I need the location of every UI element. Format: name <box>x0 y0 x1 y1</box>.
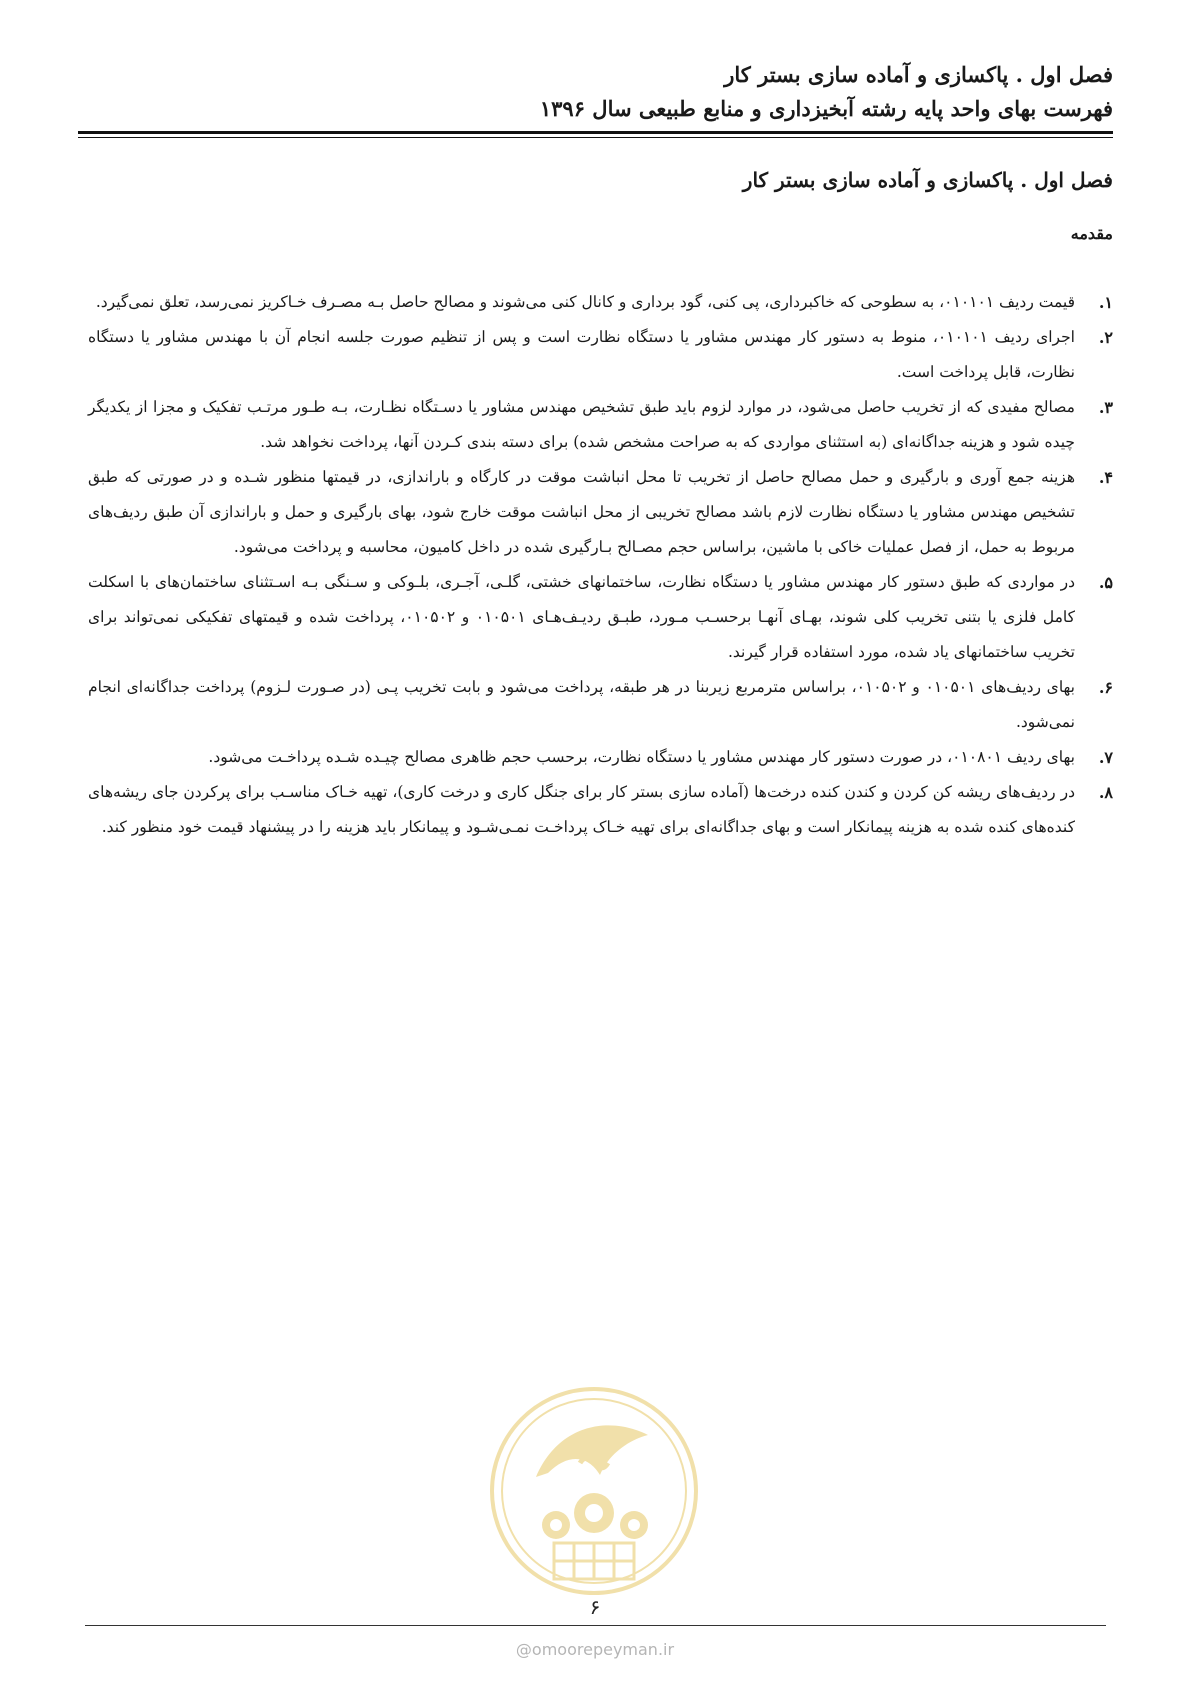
list-item <box>88 285 1113 320</box>
footer-rule <box>85 1625 1106 1626</box>
item-text: قیمت ردیف ۰۱۰۱۰۱، به سطوحی که خاکبرداری، پی کنی، گود برداری و کانال کنی می‌شوند و مصالح حاصل بـه مصـرف خـاکریز نمی‌رسد، تعلق نمی‌گیرد. <box>95 293 1075 311</box>
item-text: بهای ردیف‌های ۰۱۰۵۰۱ و ۰۱۰۵۰۲، براساس مترمربع زیربنا در هر طبقه، پرداخت می‌شود و بابت تخریب پـی (در صـورت لـزوم) پرداخت جداگانه‌ای انجام نمی‌شود. <box>88 678 1075 731</box>
item-text: مصالح مفیدی که از تخریب حاصل می‌شود، در موارد لزوم باید طبق تشخیص مهندس مشاور یا دسـتگاه نظـارت، بـه طـور مرتـب تفکیک و مجزا از یکدیگر چیده شود و هزینه جداگانه‌ای (به استثنای مواردی که به صراحت مشخص شده) برای دسته بندی کـردن آنها، پرداخت نخواهد شد. <box>88 398 1075 451</box>
header-catalog-title: فهرست بهای واحد پایه رشته آبخیزداری و منابع طبیعی سال ۱۳۹۶ <box>539 96 1113 121</box>
list-item <box>88 670 1113 740</box>
list-item <box>88 775 1113 845</box>
website-credit: @omoorepeyman.ir <box>515 1640 675 1659</box>
item-number: ۳. <box>1098 398 1113 417</box>
item-number: ۸. <box>1098 783 1113 802</box>
header-rule-thin <box>78 137 1113 138</box>
item-number: ۲. <box>1098 328 1113 347</box>
list-item <box>88 460 1113 565</box>
item-number: ۱. <box>1098 293 1113 312</box>
item-number: ۵. <box>1098 573 1113 592</box>
header-chapter-title: فصل اول . پاکسازی و آماده سازی بستر کار <box>724 62 1113 87</box>
page-number: ۶ <box>589 1595 601 1619</box>
list-item <box>88 390 1113 460</box>
introduction-heading: مقدمه <box>1070 224 1113 243</box>
list-item <box>88 565 1113 670</box>
item-number: ۶. <box>1098 678 1113 697</box>
section-title: فصل اول . پاکسازی و آماده سازی بستر کار <box>742 168 1113 192</box>
item-number: ۷. <box>1098 748 1113 767</box>
item-text: در مواردی که طبق دستور کار مهندس مشاور یا دستگاه نظارت، ساختمانهای خشتی، گلـی، آجـری، بلـوکی و سـنگی بـه اسـتثنای ساختمان‌های با اسکلت کامل فلزی یا بتنی تخریب کلی شوند، بهـای آنهـا برحسـب مـورد، طبـق ردیـف‌هـای ۰۱۰۵۰۱ و ۰۱۰۵۰۲، پرداخت شده و قیمتهای تفکیکی نمی‌تواند برای تخریب ساختمانهای یاد شده، مورد استفاده قرار گیرند. <box>88 573 1075 661</box>
watermark-seal-icon <box>488 1385 700 1597</box>
provisions-list <box>88 285 1113 845</box>
list-item <box>88 320 1113 390</box>
item-text: در ردیف‌های ریشه کن کردن و کندن کنده درخت‌ها (آماده سازی بستر کار برای جنگل کاری و درخت کاری)، تهیه خـاک مناسـب برای پرکردن جای ریشه‌های کنده‌های کنده شده به هزینه پیمانکار است و بهای جداگانه‌ای برای تهیه خـاک پرداخـت نمـی‌شـود و پیمانکار باید هزینه را در پیشنهاد قیمت خود منظور کند. <box>88 783 1075 836</box>
item-text: بهای ردیف ۰۱۰۸۰۱، در صورت دستور کار مهندس مشاور یا دستگاه نظارت، برحسب حجم ظاهری مصالح چیـده شـده پرداخـت می‌شود. <box>208 748 1075 766</box>
item-text: هزینه جمع آوری و بارگیری و حمل مصالح حاصل از تخریب تا محل انباشت موقت در کارگاه و باراندازی، در قیمتها منظور شـده و در صورتی که طبق تشخیص مهندس مشاور یا دستگاه نظارت لازم باشد مصالح تخریبی از محل انباشت موقت خارج شود، بهای بارگیری و حمل و باراندازی آن طبق ردیف‌های مربوط به حمل، از فصل عملیات خاکی با ماشین، براساس حجم مصـالح بـارگیری شده در داخل کامیون، محاسبه و پرداخت می‌شود. <box>88 468 1075 556</box>
item-number: ۴. <box>1098 468 1113 487</box>
page-header <box>78 58 1113 126</box>
header-rule-thick <box>78 131 1113 134</box>
item-text: اجرای ردیف ۰۱۰۱۰۱، منوط به دستور کار مهندس مشاور یا دستگاه نظارت است و پس از تنظیم صورت جلسه انجام آن با مهندس مشاور یا دستگاه نظارت، قابل پرداخت است. <box>88 328 1075 381</box>
list-item <box>88 740 1113 775</box>
